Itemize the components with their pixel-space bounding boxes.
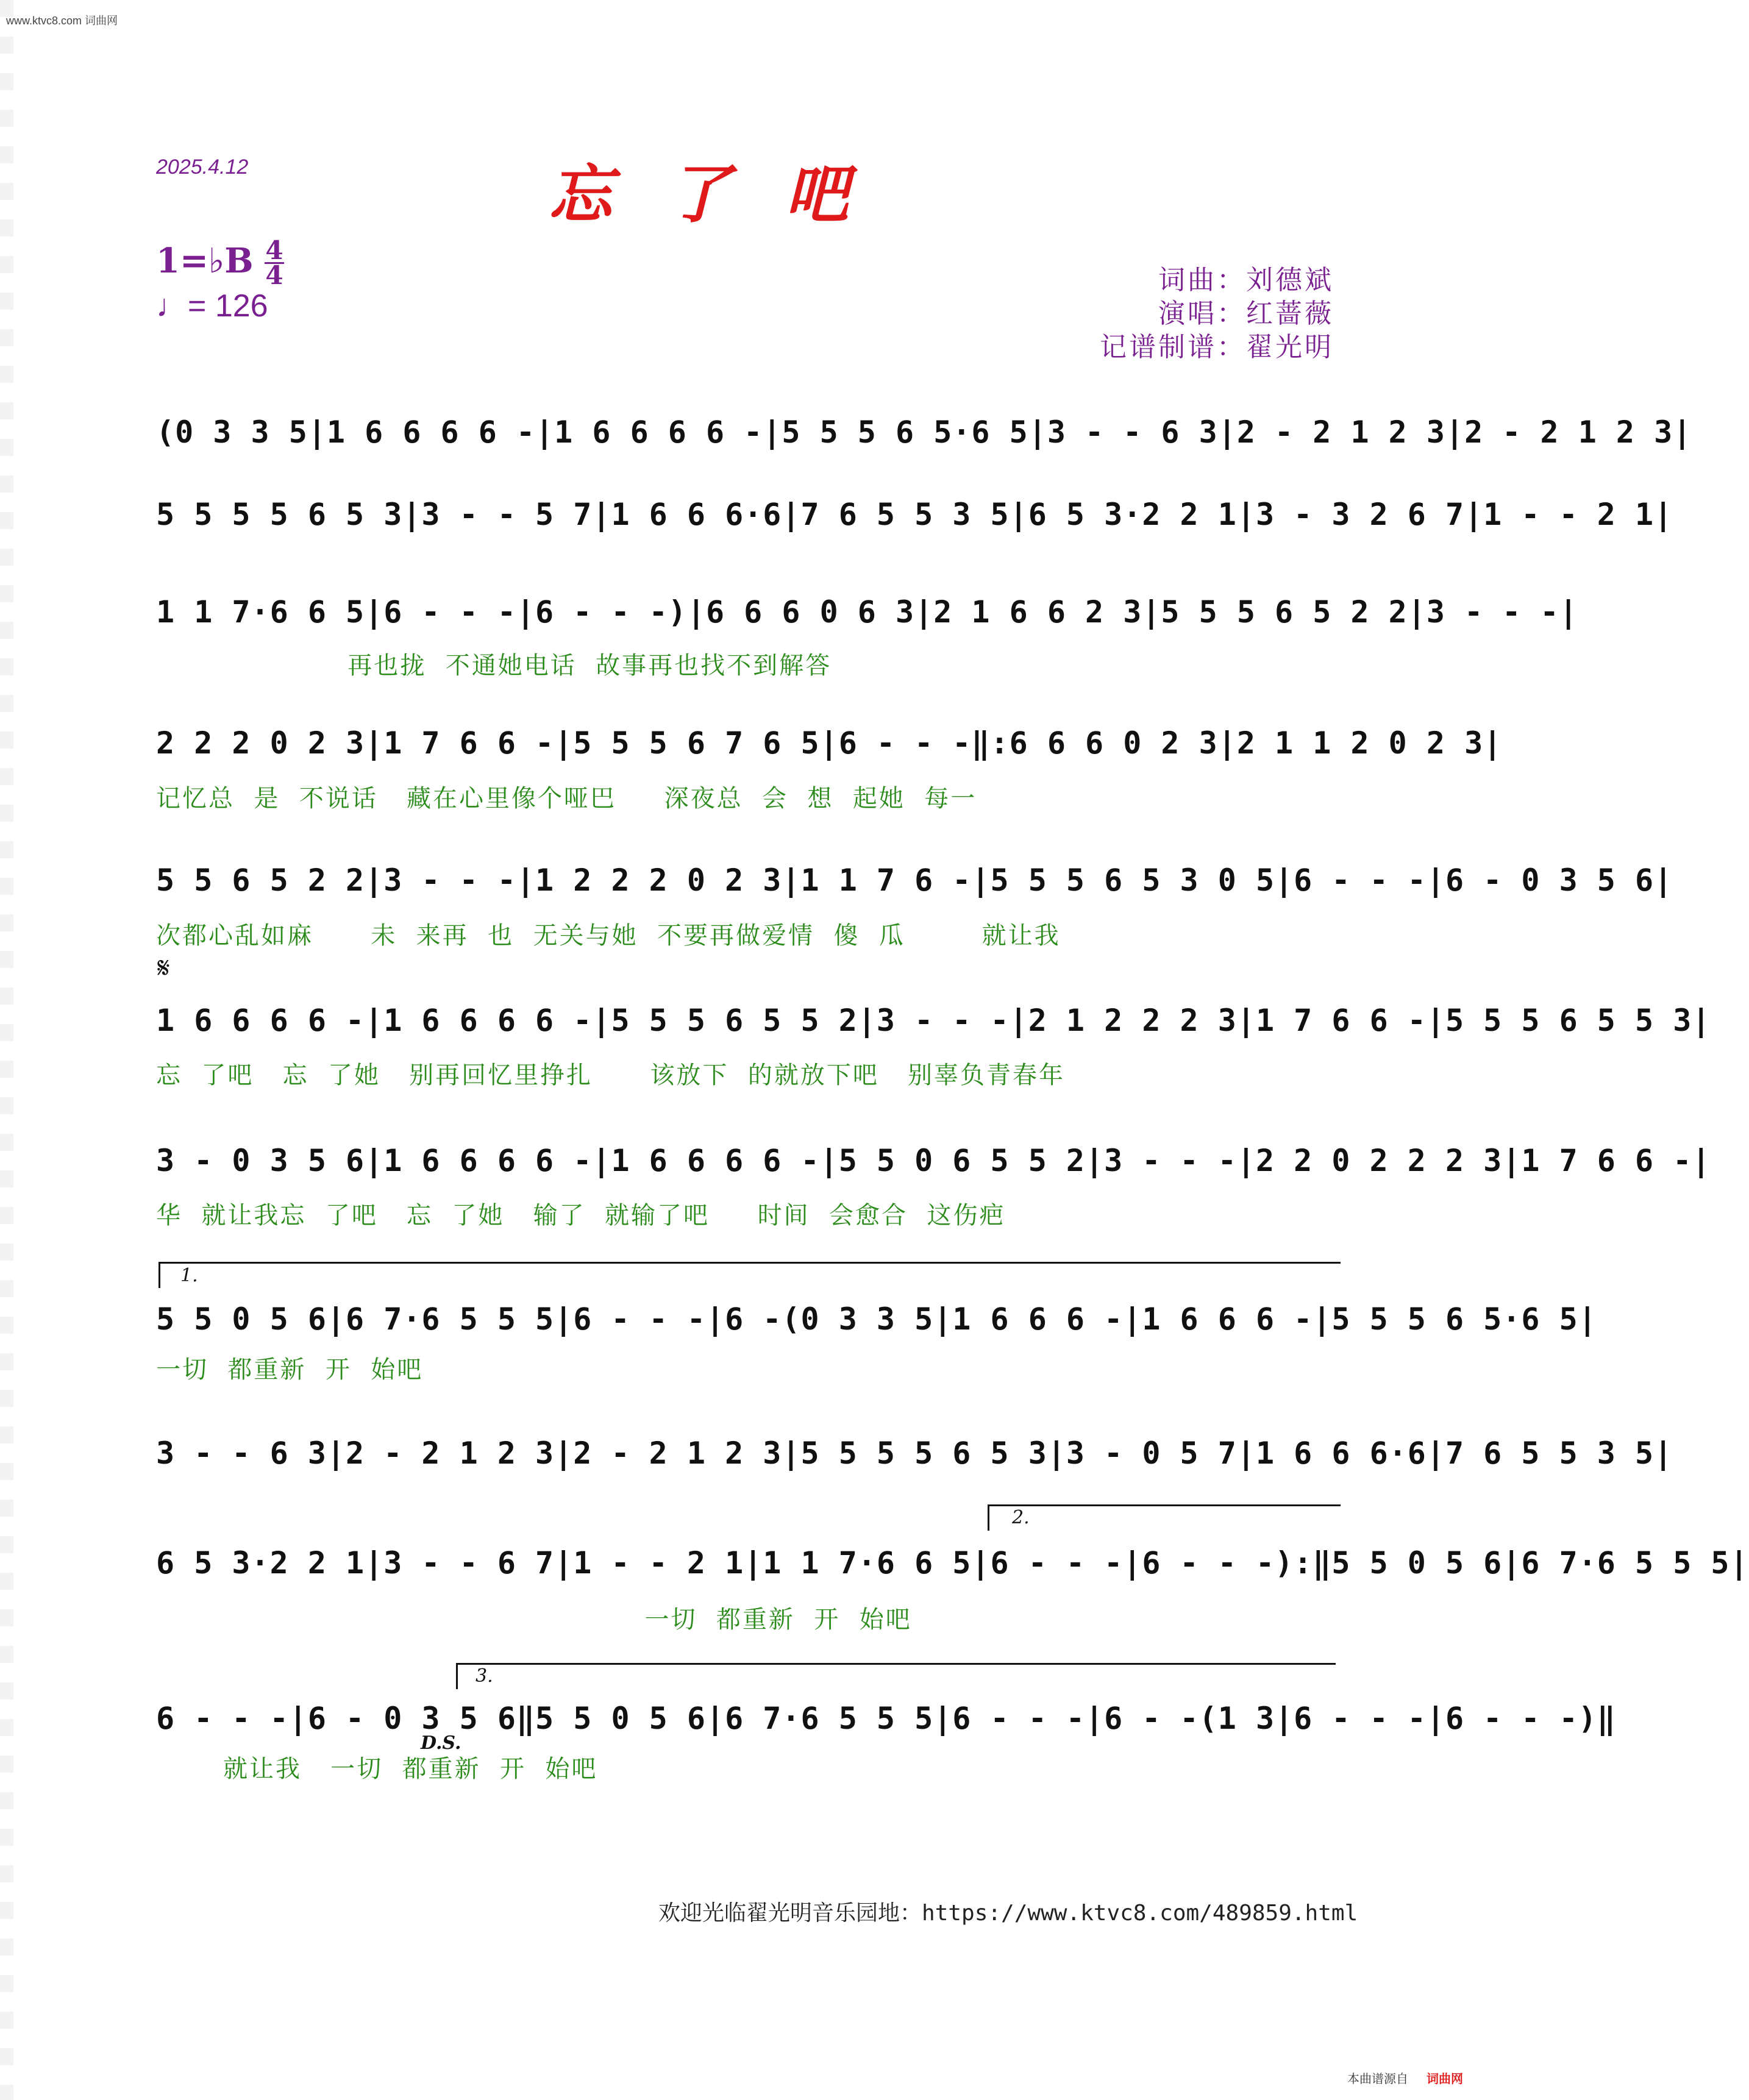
volta-1-bracket	[159, 1262, 1341, 1288]
score-line-1: (0 3 3 5|1 6 6 6 6 -|1 6 6 6 6 -|5 5 5 6 5·6 5|3 - - 6 3|2 - 2 1 2 3|2 - 2 1 2 3|	[156, 415, 1692, 450]
score-line-9: 3 - - 6 3|2 - 2 1 2 3|2 - 2 1 2 3|5 5 5 5 6 5 3|3 - 0 5 7|1 6 6 6·6|7 6 5 5 3 5|	[156, 1436, 1673, 1471]
score-line-5: 5 5 6 5 2 2|3 - - -|1 2 2 2 0 2 3|1 1 7 6 -|5 5 5 6 5 3 0 5|6 - - -|6 - 0 3 5 6|	[156, 863, 1673, 898]
lyric-line-4: 记忆总 是 不说话 藏在心里像个哑巴 深夜总 会 想 起她 每一	[156, 785, 977, 813]
score-line-3: 1 1 7·6 6 5|6 - - -|6 - - -)|6 6 6 0 6 3|2 1 6 6 2 3|5 5 5 6 5 2 2|3 - - -|	[156, 594, 1578, 630]
time-signature-bottom: 4	[265, 260, 283, 290]
song-title: 忘了吧	[549, 157, 904, 232]
site-header: www.ktvc8.com 词曲网	[6, 15, 118, 27]
volta-2-label: 2.	[1012, 1507, 1030, 1528]
corner-label: 本曲谱源自	[1347, 2071, 1408, 2086]
tempo-marking: ♩= 126	[156, 288, 268, 324]
segno-mark: 𝄋	[157, 951, 170, 985]
lyric-line-11: 就让我 一切 都重新 开 始吧	[156, 1755, 598, 1783]
lyric-line-6: 忘 了吧 忘 了她 别再回忆里挣扎 该放下 的就放下吧 别辜负青春年	[156, 1061, 1066, 1089]
corner-credit	[1347, 2069, 1463, 2087]
time-signature-top: 4	[265, 235, 283, 265]
composer-credit: 词曲：刘德斌	[1158, 265, 1334, 296]
key-signature: 1=♭B	[156, 241, 254, 281]
score-line-2: 5 5 5 5 6 5 3|3 - - 5 7|1 6 6 6·6|7 6 5 5 3 5|6 5 3·2 2 1|3 - 3 2 6 7|1 - - 2 1|	[156, 497, 1673, 532]
volta-1-label: 1.	[180, 1265, 198, 1286]
transcriber-credit: 记谱制谱：翟光明	[1100, 332, 1334, 363]
volta-3-bracket	[456, 1663, 1336, 1689]
volta-2-bracket	[988, 1504, 1341, 1531]
volta-3-label: 3.	[476, 1665, 493, 1687]
score-line-10: 6 5 3·2 2 1|3 - - 6 7|1 - - 2 1|1 1 7·6 6 5|6 - - -|6 - - -):‖5 5 0 5 6|6 7·6 5 5 5|	[156, 1545, 1749, 1581]
lyric-line-10: 一切 都重新 开 始吧	[156, 1606, 912, 1634]
footer-note	[658, 1896, 1358, 1927]
date-label: 2025.4.12	[156, 155, 249, 179]
footer-text: 欢迎光临翟光明音乐园地：	[658, 1901, 922, 1926]
corner-logo: 词曲网	[1427, 2071, 1463, 2086]
score-line-7: 3 - 0 3 5 6|1 6 6 6 6 -|1 6 6 6 6 -|5 5 0 6 5 5 2|3 - - -|2 2 0 2 2 2 3|1 7 6 6 -|	[156, 1143, 1711, 1178]
score-line-11: 6 - - -|6 - 0 3 5 6‖5 5 0 5 6|6 7·6 5 5 5|6 - - -|6 - -(1 3|6 - - -|6 - - -)‖	[156, 1701, 1616, 1736]
lyric-line-7: 华 就让我忘 了吧 忘 了她 输了 就输了吧 时间 会愈合 这伤疤	[156, 1201, 1006, 1230]
score-line-4: 2 2 2 0 2 3|1 7 6 6 -|5 5 5 6 7 6 5|6 - - -‖:6 6 6 0 2 3|2 1 1 2 0 2 3|	[156, 725, 1503, 761]
singer-credit: 演唱：红蔷薇	[1158, 298, 1334, 329]
credits-block	[1100, 263, 1334, 364]
lyric-line-5: 次都心乱如麻 未 来再 也 无关与她 不要再做爱情 傻 瓜 就让我	[156, 922, 1061, 950]
score-line-8: 5 5 0 5 6|6 7·6 5 5 5|6 - - -|6 -(0 3 3 5|1 6 6 6 -|1 6 6 6 -|5 5 5 6 5·6 5|	[156, 1301, 1597, 1337]
side-watermark-strip	[0, 0, 13, 2100]
score-line-6: 1 6 6 6 6 -|1 6 6 6 6 -|5 5 5 6 5 5 2|3 - - -|2 1 2 2 2 3|1 7 6 6 -|5 5 5 6 5 5 3|	[156, 1003, 1711, 1038]
time-signature	[265, 235, 284, 290]
ds-marking: D.S.	[421, 1732, 461, 1754]
lyric-line-3: 再也拢 不通她电话 故事再也找不到解答	[156, 652, 832, 680]
lyric-line-8: 一切 都重新 开 始吧	[156, 1356, 424, 1384]
footer-link[interactable]: https://www.ktvc8.com/489859.html	[922, 1901, 1358, 1926]
